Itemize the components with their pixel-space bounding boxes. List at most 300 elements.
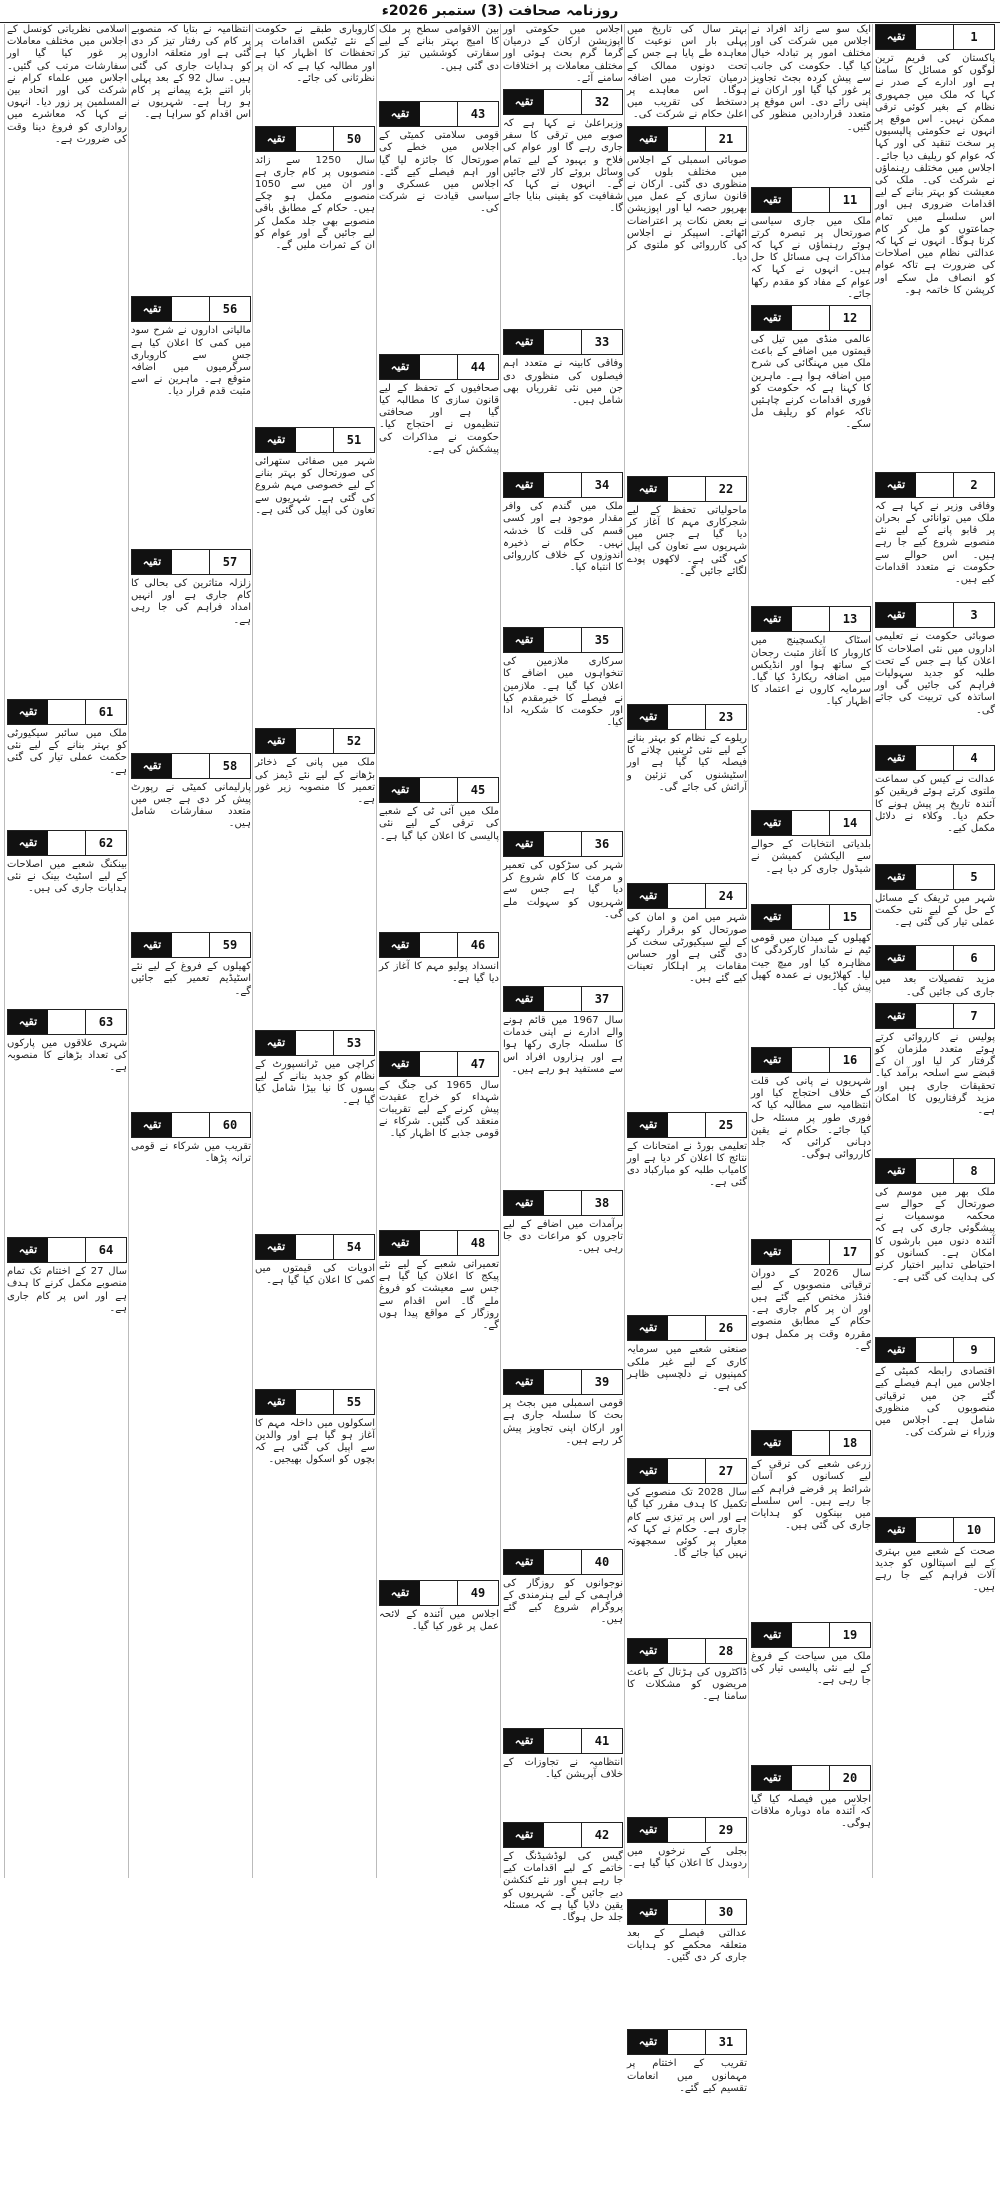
item-header — [627, 2029, 747, 2055]
item-number: 5 — [953, 865, 994, 889]
item-number: 63 — [85, 1010, 126, 1034]
news-item — [379, 1051, 499, 1226]
item-number: 8 — [953, 1159, 994, 1183]
item-header — [627, 883, 747, 909]
item-header — [875, 1003, 995, 1029]
news-item — [751, 24, 871, 183]
news-item — [255, 1389, 375, 1589]
item-tag: تقیہ — [504, 1823, 544, 1847]
item-number: 22 — [705, 477, 746, 501]
item-tag: تقیہ — [628, 884, 668, 908]
item-header — [627, 1638, 747, 1664]
item-number: 13 — [829, 607, 870, 631]
item-number: 42 — [581, 1823, 622, 1847]
item-header — [751, 1047, 871, 1073]
item-number: 45 — [457, 778, 498, 802]
news-item — [627, 1458, 747, 1633]
item-tag: تقیہ — [876, 1518, 916, 1542]
item-tag: تقیہ — [752, 1766, 792, 1790]
news-item — [627, 1315, 747, 1454]
item-header — [503, 472, 623, 498]
item-text: صوبائی حکومت نے تعلیمی اداروں میں نئی اصلاحات کا اعلان کیا ہے جس کے تحت طلبہ کو جدید سہولیات فراہم کی جائیں گی اور اساتذہ کی تربیت کی جائے گی۔ — [875, 631, 995, 716]
item-tag: تقیہ — [628, 705, 668, 729]
news-item — [875, 745, 995, 859]
item-text: سال 1965 کی جنگ کے شہداء کو خراج عقیدت پیش کرنے کے لیے تقریبات منعقد کی گئیں۔ شرکاء نے قومی جذبے کا اظہار کیا۔ — [379, 1079, 499, 1140]
item-header — [503, 1728, 623, 1754]
item-text: مزید تفصیلات بعد میں جاری کی جائیں گی۔ — [875, 974, 995, 998]
item-text: کراچی میں ٹرانسپورٹ کے نظام کو جدید بنانے کے لیے بسوں کا نیا بیڑا شامل کیا گیا ہے۔ — [255, 1058, 375, 1107]
item-number: 18 — [829, 1431, 870, 1455]
item-tag: تقیہ — [752, 306, 792, 330]
item-header — [627, 704, 747, 730]
item-header — [131, 1112, 251, 1138]
item-tag: تقیہ — [132, 754, 172, 778]
item-header — [255, 427, 375, 453]
item-number: 23 — [705, 705, 746, 729]
item-number: 7 — [953, 1004, 994, 1028]
item-header — [503, 329, 623, 355]
item-text: سال 1967 میں قائم ہونے والے ادارے نے اپنی خدمات کا سلسلہ جاری رکھا ہوا ہے اور ہزاروں افراد اس سے مستفید ہو رہے ہیں۔ — [503, 1014, 623, 1075]
item-text: بینکنگ شعبے میں اصلاحات کے لیے اسٹیٹ بینک نے نئی ہدایات جاری کی ہیں۔ — [7, 858, 127, 894]
news-item — [627, 476, 747, 700]
news-item — [503, 986, 623, 1186]
item-header — [875, 602, 995, 628]
news-item — [751, 904, 871, 1043]
item-header — [875, 24, 995, 50]
item-number: 21 — [705, 127, 746, 151]
news-item — [875, 602, 995, 741]
item-tag: تقیہ — [628, 477, 668, 501]
item-text: ملک میں سیاحت کے فروغ کے لیے نئی پالیسی تیار کی جا رہی ہے۔ — [751, 1650, 871, 1687]
item-tag: تقیہ — [504, 987, 544, 1011]
item-text: اسلامی نظریاتی کونسل کے اجلاس میں مختلف معاملات پر غور کیا گیا اور سفارشات مرتب کی گئیں۔ اجلاس میں علماء کرام نے شرکت کی اور اتحاد بین المسلمین پر زور دیا۔ انہوں نے کہا کہ معاشرے میں رواداری کو فروغ دینا وقت کی ضرورت ہے۔ — [7, 24, 127, 145]
news-item — [627, 704, 747, 879]
item-text: وفاقی وزیر نے کہا ہے کہ ملک میں توانائی کے بحران پر قابو پانے کے لیے نئے منصوبے شروع کیے جا رہے ہیں۔ اس حوالے سے حکومت نے متعدد اقدامات کیے ہیں۔ — [875, 500, 995, 586]
item-number: 53 — [333, 1031, 374, 1055]
item-number: 6 — [953, 946, 994, 970]
item-number: 4 — [953, 746, 994, 770]
item-header — [379, 1580, 499, 1606]
item-text: پاکستان کی فریم ترین لوگوں کو مسائل کا سامنا ہے اور ادارے کے صدر نے کہا کہ ملک میں جمہوری نظام کے بغیر کوئی ترقی ممکن نہیں۔ اس موقع پر انہوں نے حکومتی پالیسیوں پر سخت تنقید کی اور کہا کہ عوام کو ریلیف دیا جائے۔ اجلاس میں مختلف رہنماؤں نے شرکت کی۔ ملک کی معیشت کو بہتر بنانے کے لیے اقدامات ضروری ہیں اور اس سلسلے میں تمام جماعتوں کو مل کر کام کرنا ہوگا۔ انہوں نے کہا کہ عدالتی نظام میں اصلاحات کی ضرورت ہے تاکہ عوام کو انصاف مل سکے اور کرپشن کا خاتمہ ہو۔ — [875, 53, 995, 296]
item-tag: تقیہ — [752, 607, 792, 631]
item-text: صنعتی شعبے میں سرمایہ کاری کے لیے غیر ملکی کمپنیوں نے دلچسپی ظاہر کی ہے۔ — [627, 1344, 747, 1392]
news-item — [255, 126, 375, 423]
item-tag: تقیہ — [876, 1004, 916, 1028]
item-text: ملک میں جاری سیاسی صورتحال پر تبصرہ کرتے ہوئے رہنماؤں نے کہا کہ مذاکرات ہی مسائل کا حل ہیں۔ انہوں نے کہا کہ عوام کے مفاد کو مقدم رکھا جائے۔ — [751, 215, 871, 300]
news-item — [627, 883, 747, 1107]
item-tag: تقیہ — [876, 1338, 916, 1362]
item-tag: تقیہ — [752, 188, 792, 212]
item-number: 19 — [829, 1623, 870, 1647]
item-text: بہتر سال کی تاریخ میں پہلی بار اس نوعیت کا معاہدہ طے پایا ہے جس کے تحت دونوں ممالک کے درمیان تجارت میں اضافہ ہوگا۔ اس معاہدے پر دستخط کی تقریب میں اعلیٰ حکام نے شرکت کی۔ — [627, 24, 747, 121]
item-text: ملک بھر میں موسم کی صورتحال کے حوالے سے محکمہ موسمیات نے پیشگوئی جاری کی ہے کہ آئندہ دنوں میں بارشوں کا امکان ہے۔ کسانوں کو احتیاطی تدابیر اختیار کرنے کی ہدایت کی گئی ہے۔ — [875, 1186, 995, 1284]
news-item — [875, 1517, 995, 1619]
item-text: انسداد پولیو مہم کا آغاز کر دیا گیا ہے۔ — [379, 961, 499, 985]
item-tag: تقیہ — [380, 355, 420, 379]
item-header — [875, 864, 995, 890]
item-header — [7, 1009, 127, 1035]
item-header — [131, 296, 251, 322]
item-number: 33 — [581, 330, 622, 354]
item-header — [503, 1822, 623, 1848]
news-item — [751, 1765, 871, 1829]
item-number: 54 — [333, 1235, 374, 1259]
item-header — [751, 904, 871, 930]
item-tag: تقیہ — [752, 1240, 792, 1264]
item-number: 64 — [85, 1238, 126, 1262]
item-text: مالیاتی اداروں نے شرح سود میں کمی کا اعلان کیا ہے جس سے کاروباری سرگرمیوں میں اضافہ متوقع ہے۔ ماہرین نے اسے مثبت قدم قرار دیا۔ — [131, 325, 251, 398]
item-header — [503, 89, 623, 115]
item-tag: تقیہ — [876, 946, 916, 970]
item-header — [875, 1337, 995, 1363]
item-text: عدالت نے کیس کی سماعت ملتوی کرتے ہوئے فریقین کو آئندہ تاریخ پر پیش ہونے کا حکم دیا۔ وکلاء نے دلائل مکمل کیے۔ — [875, 774, 995, 834]
news-item — [255, 1030, 375, 1230]
news-item — [503, 329, 623, 468]
item-text: کھیلوں کے میدان میں قومی ٹیم نے شاندار کارکردگی کا مظاہرہ کیا اور میچ جیت لیا۔ کھلاڑیوں نے عمدہ کھیل پیش کیا۔ — [751, 933, 871, 993]
item-number: 59 — [209, 933, 250, 957]
item-tag: تقیہ — [256, 1235, 296, 1259]
item-header — [627, 1458, 747, 1484]
item-text: اجلاس میں آئندہ کے لائحہ عمل پر غور کیا گیا۔ — [379, 1609, 499, 1633]
item-header — [131, 753, 251, 779]
news-column — [252, 24, 377, 1878]
item-tag: تقیہ — [628, 1818, 668, 1842]
item-text: قومی سلامتی کمیٹی کے اجلاس میں خطے کی صورتحال کا جائزہ لیا گیا اور اہم فیصلے کیے گئے۔ اجلاس میں عسکری و سیاسی قیادت نے شرکت کی۔ — [379, 130, 499, 215]
item-text: عالمی منڈی میں تیل کی قیمتوں میں اضافے کے باعث ملک میں مہنگائی کی شرح میں اضافہ ہوا ہے۔ ماہرین کا کہنا ہے کہ حکومت کو فوری اقدامات کرنے چاہئیں تاکہ عوام کو ریلیف مل سکے۔ — [751, 333, 871, 431]
news-column — [624, 24, 749, 2094]
item-tag: تقیہ — [132, 550, 172, 574]
item-number: 1 — [953, 25, 994, 49]
news-item — [379, 354, 499, 773]
item-header — [131, 932, 251, 958]
news-item — [503, 1369, 623, 1544]
item-text: صحافیوں کے تحفظ کے لیے قانون سازی کا مطالبہ کیا گیا ہے اور صحافتی تنظیموں نے احتجاج کیا۔ حکومت نے مذاکرات کی پیشکش کی ہے۔ — [379, 382, 499, 455]
item-tag: تقیہ — [876, 473, 916, 497]
news-item — [7, 830, 127, 1005]
item-header — [627, 1899, 747, 1925]
news-item — [627, 126, 747, 472]
news-column — [4, 24, 129, 1878]
item-text: نوجوانوں کو روزگار کی فراہمی کے لیے ہنرمندی کے پروگرام شروع کیے گئے ہیں۔ — [503, 1577, 623, 1626]
item-number: 48 — [457, 1231, 498, 1255]
item-header — [379, 932, 499, 958]
item-text: اسٹاک ایکسچینج میں کاروبار کا آغاز مثبت رجحان کے ساتھ ہوا اور انڈیکس میں اضافہ ریکارڈ کیا گیا۔ سرمایہ کاروں نے اعتماد کا اظہار کیا۔ — [751, 635, 871, 708]
item-text: پارلیمانی کمیٹی نے رپورٹ پیش کر دی ہے جس میں متعدد سفارشات شامل ہیں۔ — [131, 781, 251, 830]
item-number: 15 — [829, 905, 870, 929]
item-number: 38 — [581, 1191, 622, 1215]
item-tag: تقیہ — [380, 1231, 420, 1255]
item-header — [379, 354, 499, 380]
item-tag: تقیہ — [628, 1459, 668, 1483]
item-tag: تقیہ — [628, 2030, 668, 2054]
item-text: تعمیراتی شعبے کے لیے نئے پیکج کا اعلان کیا گیا ہے جس سے معیشت کو فروغ ملے گا۔ اس اقدام سے روزگار کے مواقع پیدا ہوں گے۔ — [379, 1258, 499, 1331]
item-number: 46 — [457, 933, 498, 957]
item-number: 41 — [581, 1729, 622, 1753]
item-text: سال 2026 کے دوران ترقیاتی منصوبوں کے لیے فنڈز مختص کیے گئے ہیں اور ان پر کام جاری ہے۔ حکام کے مطابق منصوبے مقررہ وقت پر مکمل ہوں گے۔ — [751, 1267, 871, 1352]
item-text: اجلاس میں فیصلہ کیا گیا کہ آئندہ ماہ دوبارہ ملاقات ہوگی۔ — [751, 1793, 871, 1829]
item-tag: تقیہ — [8, 1010, 48, 1034]
item-number: 52 — [333, 729, 374, 753]
item-tag: تقیہ — [8, 1238, 48, 1262]
item-number: 10 — [953, 1518, 994, 1542]
item-tag: تقیہ — [504, 1370, 544, 1394]
news-item — [503, 1190, 623, 1365]
news-column — [872, 24, 997, 1878]
newspaper-page — [4, 24, 996, 2094]
item-text: تقریب کے اختتام پر مہمانوں میں انعامات تقسیم کیے گئے۔ — [627, 2058, 747, 2094]
item-tag: تقیہ — [876, 865, 916, 889]
news-item — [875, 1337, 995, 1512]
item-number: 36 — [581, 832, 622, 856]
item-text: ادویات کی قیمتوں میں کمی کا اعلان کیا گیا ہے۔ — [255, 1262, 375, 1286]
item-header — [503, 1549, 623, 1575]
item-number: 14 — [829, 811, 870, 835]
news-item — [751, 606, 871, 806]
news-item — [875, 24, 995, 468]
item-tag: تقیہ — [380, 1581, 420, 1605]
item-text: ملک میں سائبر سیکیورٹی کو بہتر بنانے کے لیے نئی حکمت عملی تیار کی گئی ہے۔ — [7, 728, 127, 776]
item-tag: تقیہ — [256, 127, 296, 151]
news-item — [379, 101, 499, 350]
item-header — [875, 472, 995, 498]
item-text: انتظامیہ نے تجاوزات کے خلاف آپریشن کیا۔ — [503, 1756, 623, 1781]
news-column — [128, 24, 253, 1878]
item-number: 58 — [209, 754, 250, 778]
item-text: قومی اسمبلی میں بجٹ پر بحث کا سلسلہ جاری ہے اور ارکان اپنی تجاویز پیش کر رہے ہیں۔ — [503, 1398, 623, 1446]
item-tag: تقیہ — [876, 25, 916, 49]
item-text: ماحولیاتی تحفظ کے لیے شجرکاری مہم کا آغاز کر دیا گیا ہے جس میں شہریوں سے تعاون کی اپیل کی گئی ہے۔ لاکھوں پودے لگائے جائیں گے۔ — [627, 504, 747, 577]
item-number: 12 — [829, 306, 870, 330]
item-number: 27 — [705, 1459, 746, 1483]
item-tag: تقیہ — [380, 933, 420, 957]
item-header — [751, 606, 871, 632]
item-number: 40 — [581, 1550, 622, 1574]
item-header — [255, 728, 375, 754]
item-text: سال 2028 تک منصوبے کی تکمیل کا ہدف مقرر کیا گیا ہے اور اس پر تیزی سے کام جاری ہے۔ حکام نے کہا کہ معیار پر کوئی سمجھوتہ نہیں کیا جائے گا۔ — [627, 1487, 747, 1560]
item-text: کھیلوں کے فروغ کے لیے نئے اسٹیڈیم تعمیر کیے جائیں گے۔ — [131, 961, 251, 997]
item-text: پولیس نے کارروائی کرتے ہوئے متعدد ملزمان کو گرفتار کر لیا اور ان کے قبضے سے اسلحہ برآمد کیا۔ تحقیقات جاری ہیں اور مزید گرفتاریوں کا امکان ہے۔ — [875, 1031, 995, 1116]
news-item — [751, 810, 871, 900]
news-item — [131, 932, 251, 1107]
item-header — [627, 476, 747, 502]
item-text: شہر کی سڑکوں کی تعمیر و مرمت کا کام شروع کر دیا گیا ہے جس سے شہریوں کو سہولت ملے گی۔ — [503, 859, 623, 920]
item-tag: تقیہ — [380, 778, 420, 802]
item-number: 47 — [457, 1052, 498, 1076]
item-tag: تقیہ — [504, 628, 544, 652]
item-text: ایک سو سے زائد افراد نے اجلاس میں شرکت کی اور مختلف امور پر تبادلہ خیال کیا گیا۔ حکومت کی جانب سے پیش کردہ بجٹ تجاویز پر غور کیا گیا اور ارکان نے اپنی رائے دی۔ اس موقع پر متعدد قراردادیں منظور کی گئیں۔ — [751, 24, 871, 133]
item-number: 56 — [209, 297, 250, 321]
item-header — [751, 305, 871, 331]
news-item — [503, 24, 623, 85]
item-text: اسکولوں میں داخلہ مہم کا آغاز ہو گیا ہے اور والدین سے اپیل کی گئی ہے کہ بچوں کو اسکول بھیجیں۔ — [255, 1417, 375, 1466]
news-item — [379, 1230, 499, 1576]
item-number: 31 — [705, 2030, 746, 2054]
news-item — [627, 1112, 747, 1312]
item-header — [255, 1234, 375, 1260]
item-header — [627, 1817, 747, 1843]
item-number: 2 — [953, 473, 994, 497]
item-tag: تقیہ — [876, 603, 916, 627]
item-tag: تقیہ — [256, 428, 296, 452]
item-text: سال 27 کے اختتام تک تمام منصوبے مکمل کرنے کا ہدف ہے اور اس پر کام جاری ہے۔ — [6, 1266, 127, 1314]
item-tag: تقیہ — [628, 1639, 668, 1663]
news-item — [379, 932, 499, 1046]
item-tag: تقیہ — [628, 1316, 668, 1340]
item-number: 29 — [705, 1818, 746, 1842]
item-number: 39 — [581, 1370, 622, 1394]
item-tag: تقیہ — [256, 1390, 296, 1414]
item-tag: تقیہ — [876, 746, 916, 770]
item-text: صحت کے شعبے میں بہتری کے لیے اسپتالوں کو جدید آلات فراہم کیے جا رہے ہیں۔ — [875, 1545, 995, 1594]
item-header — [503, 986, 623, 1012]
news-item — [627, 24, 747, 122]
news-item — [503, 472, 623, 623]
item-tag: تقیہ — [132, 1113, 172, 1137]
news-column — [376, 24, 501, 1878]
item-tag: تقیہ — [628, 1900, 668, 1924]
item-tag: تقیہ — [752, 1048, 792, 1072]
news-item — [503, 627, 623, 827]
item-tag: تقیہ — [876, 1159, 916, 1183]
item-text: شہر میں ٹریفک کے مسائل کے حل کے لیے نئی حکمت عملی تیار کی گئی ہے۔ — [875, 892, 995, 928]
item-header — [503, 627, 623, 653]
item-text: تعلیمی بورڈ نے امتحانات کے نتائج کا اعلان کر دیا ہے اور کامیاب طلبہ کو مبارکباد دی گئی ہے۔ — [627, 1140, 747, 1189]
item-tag: تقیہ — [8, 831, 48, 855]
news-item — [503, 1728, 623, 1818]
item-number: 25 — [705, 1113, 746, 1137]
item-text: بلدیاتی انتخابات کے حوالے سے الیکشن کمیشن نے شیڈول جاری کر دیا ہے۔ — [751, 839, 871, 875]
item-tag: تقیہ — [256, 729, 296, 753]
item-number: 51 — [333, 428, 374, 452]
item-text: عدالتی فیصلے کے بعد متعلقہ محکمے کو ہدایات جاری کر دی گئیں۔ — [627, 1927, 747, 1964]
item-tag: تقیہ — [132, 933, 172, 957]
item-number: 9 — [953, 1338, 994, 1362]
item-header — [379, 1051, 499, 1077]
item-header — [751, 187, 871, 213]
item-header — [7, 699, 127, 725]
item-text: ڈاکٹروں کی ہڑتال کے باعث مریضوں کو مشکلات کا سامنا ہے۔ — [627, 1666, 747, 1702]
item-number: 49 — [457, 1581, 498, 1605]
item-header — [751, 1430, 871, 1456]
item-text: ریلوے کے نظام کو بہتر بنانے کے لیے نئی ٹرینیں چلانے کا فیصلہ کیا گیا ہے اور اسٹیشنوں کی تزئین و آرائش کی جائے گی۔ — [627, 732, 747, 793]
item-header — [503, 1369, 623, 1395]
item-text: بین الاقوامی سطح پر ملک کا امیج بہتر بنانے کے لیے سفارتی کوششیں تیز کر دی گئی ہیں۔ — [379, 24, 499, 72]
news-item — [627, 1817, 747, 1895]
item-number: 24 — [705, 884, 746, 908]
news-item — [875, 1003, 995, 1154]
news-column — [500, 24, 625, 1923]
news-item — [503, 1549, 623, 1724]
item-header — [503, 1190, 623, 1216]
news-item — [131, 296, 251, 545]
item-text: تقریب میں شرکاء نے قومی ترانہ پڑھا۔ — [131, 1140, 251, 1164]
news-item — [751, 1239, 871, 1427]
item-number: 50 — [333, 127, 374, 151]
item-text: وفاقی کابینہ نے متعدد اہم فیصلوں کی منظوری دی جن میں نئی تقرریاں بھی شامل ہیں۔ — [503, 358, 623, 406]
item-number: 17 — [829, 1240, 870, 1264]
item-tag: تقیہ — [380, 102, 420, 126]
news-item — [7, 1009, 127, 1233]
item-header — [7, 1237, 127, 1263]
news-item — [379, 777, 499, 928]
item-header — [255, 1030, 375, 1056]
item-tag: تقیہ — [504, 1729, 544, 1753]
item-number: 61 — [85, 700, 126, 724]
item-header — [875, 745, 995, 771]
item-text: شہر میں صفائی ستھرائی کی صورتحال کو بہتر بنانے کے لیے خصوصی مہم شروع کی گئی ہے۔ شہریوں سے تعاون کی اپیل کی گئی ہے۔ — [255, 455, 375, 516]
news-item — [503, 89, 623, 325]
item-header — [7, 830, 127, 856]
item-tag: تقیہ — [132, 297, 172, 321]
item-tag: تقیہ — [8, 700, 48, 724]
news-item — [875, 864, 995, 942]
news-column — [748, 24, 873, 1878]
news-item — [627, 1899, 747, 2026]
item-tag: تقیہ — [752, 1623, 792, 1647]
news-item — [255, 728, 375, 1025]
item-header — [875, 1517, 995, 1543]
item-header — [751, 1239, 871, 1265]
item-header — [379, 1230, 499, 1256]
item-text: ملک میں پانی کے ذخائر بڑھانے کے لیے نئے ڈیمز کی تعمیر کا منصوبہ زیر غور ہے۔ — [255, 757, 375, 805]
item-header — [751, 810, 871, 836]
item-number: 16 — [829, 1048, 870, 1072]
item-text: سرکاری ملازمین کی تنخواہوں میں اضافے کا اعلان کیا گیا ہے۔ ملازمین نے فیصلے کا خیرمقدم کیا اور حکومت کا شکریہ ادا کیا۔ — [503, 656, 623, 729]
item-number: 62 — [85, 831, 126, 855]
news-item — [7, 24, 127, 695]
news-item — [875, 1158, 995, 1333]
news-item — [255, 24, 375, 122]
news-item — [255, 1234, 375, 1385]
item-header — [131, 549, 251, 575]
item-text: شہری علاقوں میں پارکوں کی تعداد بڑھانے کا منصوبہ ہے۔ — [7, 1037, 127, 1074]
news-item — [751, 1047, 871, 1235]
news-item — [131, 549, 251, 749]
news-item — [379, 1580, 499, 1658]
item-tag: تقیہ — [504, 330, 544, 354]
news-item — [379, 24, 499, 97]
masthead-title: روزنامہ صحافت (3) ستمبر 2026ء — [0, 0, 1000, 23]
item-tag: تقیہ — [504, 90, 544, 114]
item-tag: تقیہ — [504, 1550, 544, 1574]
item-header — [379, 101, 499, 127]
item-header — [751, 1622, 871, 1648]
item-text: انتظامیہ نے بتایا کہ منصوبے پر کام کی رفتار تیز کر دی گئی ہے اور متعلقہ اداروں کو ہدایات جاری کی گئی ہیں۔ سال 92 کے بعد پہلی بار اتنے بڑے پیمانے پر کام ہو رہا ہے۔ شہریوں نے اس اقدام کو سراہا ہے۔ — [131, 24, 251, 121]
news-item — [751, 305, 871, 602]
item-number: 35 — [581, 628, 622, 652]
item-text: گیس کی لوڈشیڈنگ کے خاتمے کے لیے اقدامات کیے جا رہے ہیں اور نئے کنکشن دیے جائیں گے۔ شہریوں کو یقین دلایا گیا ہے کہ مسئلہ جلد حل ہوگا۔ — [503, 1850, 623, 1923]
item-header — [751, 1765, 871, 1791]
news-item — [751, 1622, 871, 1761]
news-item — [875, 945, 995, 998]
item-tag: تقیہ — [504, 1191, 544, 1215]
item-number: 32 — [581, 90, 622, 114]
item-text: اجلاس میں حکومتی اور اپوزیشن ارکان کے درمیان گرما گرم بحث ہوئی اور مختلف معاملات پر اختلافات سامنے آئے۔ — [503, 24, 623, 84]
news-item — [7, 1237, 127, 1754]
item-number: 44 — [457, 355, 498, 379]
news-item — [131, 24, 251, 292]
item-number: 20 — [829, 1766, 870, 1790]
item-number: 3 — [953, 603, 994, 627]
item-text: وزیراعلیٰ نے کہا ہے کہ صوبے میں ترقی کا سفر جاری رہے گا اور عوام کی فلاح و بہبود کے لیے تمام وسائل بروئے کار لائے جائیں گے۔ انہوں نے کہا کہ شفافیت کو یقینی بنایا جائے گا۔ — [503, 118, 623, 215]
item-number: 28 — [705, 1639, 746, 1663]
item-number: 34 — [581, 473, 622, 497]
item-text: شہر میں امن و امان کی صورتحال کو برقرار رکھنے کے لیے سیکیورٹی سخت کر دی گئی ہے اور حساس مقامات پر اہلکار تعینات کیے گئے ہیں۔ — [627, 912, 747, 985]
item-tag: تقیہ — [504, 473, 544, 497]
news-item — [751, 187, 871, 301]
item-tag: تقیہ — [752, 1431, 792, 1455]
item-header — [255, 126, 375, 152]
